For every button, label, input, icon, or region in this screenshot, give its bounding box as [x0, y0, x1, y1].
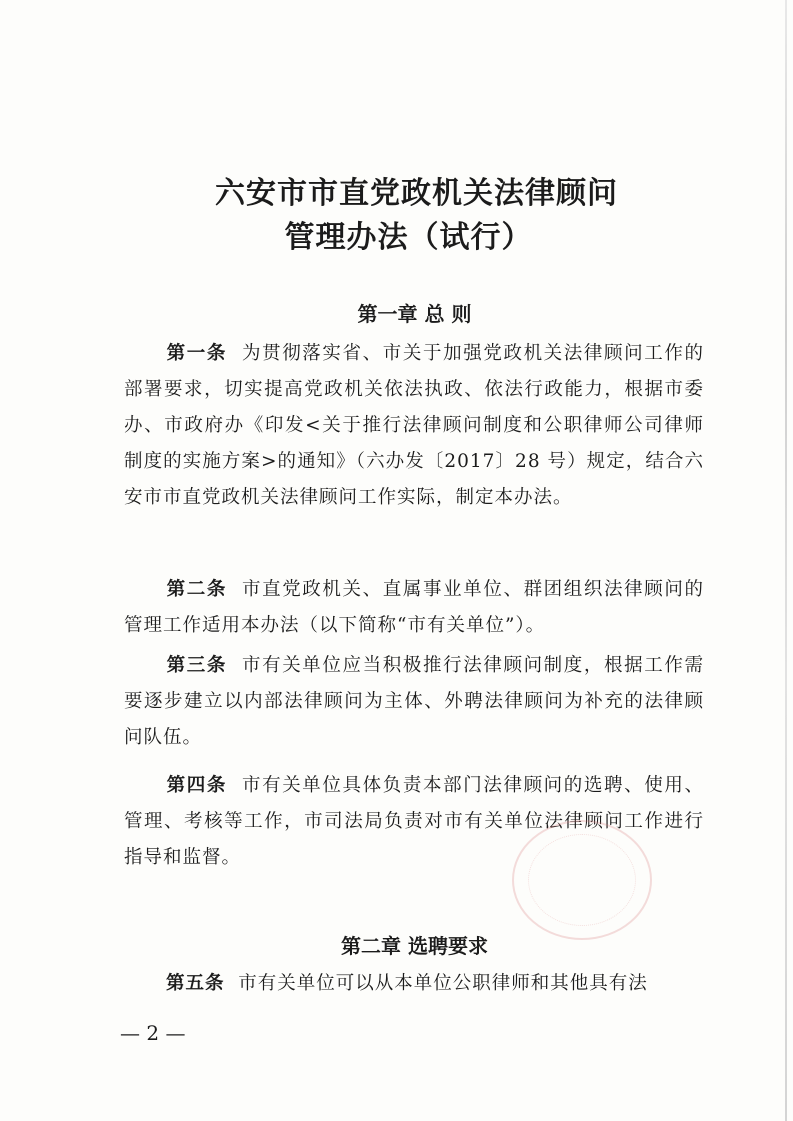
article-4-text: 市有关单位具体负责本部门法律顾问的选聘、使用、管理、考核等工作，市司法局负责对市有关单位法律顾问工作进行指导和监督。	[124, 775, 704, 868]
faint-seal-stamp	[512, 820, 652, 940]
article-2	[124, 572, 704, 644]
article-3	[124, 648, 704, 756]
article-3-text: 市有关单位应当积极推行法律顾问制度，根据工作需要逐步建立以内部法律顾问为主体、外聘法律顾问为补充的法律顾问队伍。	[124, 655, 704, 748]
article-1-label: 第一条	[166, 343, 227, 364]
article-1	[124, 336, 704, 516]
document-title-line-2: 管理办法（试行）	[284, 220, 533, 255]
article-5	[124, 966, 704, 1002]
article-1-text: 为贯彻落实省、市关于加强党政机关法律顾问工作的部署要求，切实提高党政机关依法执政、依法行政能力，根据市委办、市政府办《印发<关于推行法律顾问制度和公职律师公司律师制度的实施方案>的通知》（六办发〔2017〕28 号）规定，结合六安市市直党政机关法律顾问工作实际，制定本办法。	[124, 343, 704, 508]
article-4-label: 第四条	[166, 775, 227, 796]
article-5-label: 第五条	[166, 973, 225, 994]
article-3-label: 第三条	[166, 655, 227, 676]
article-5-text: 市有关单位可以从本单位公职律师和其他具有法	[238, 973, 648, 994]
scan-edge-line	[785, 0, 787, 1121]
chapter-heading-1: 第一章 总 则	[357, 302, 472, 326]
chapter-heading-2: 第二章 选聘要求	[341, 934, 488, 958]
page-number: — 2 —	[120, 1021, 186, 1045]
article-2-text: 市直党政机关、直属事业单位、群团组织法律顾问的管理工作适用本办法（以下简称“市有关单位”）。	[124, 579, 704, 636]
document-title-line-1: 六安市市直党政机关法律顾问	[215, 176, 618, 211]
article-2-label: 第二条	[166, 579, 227, 600]
